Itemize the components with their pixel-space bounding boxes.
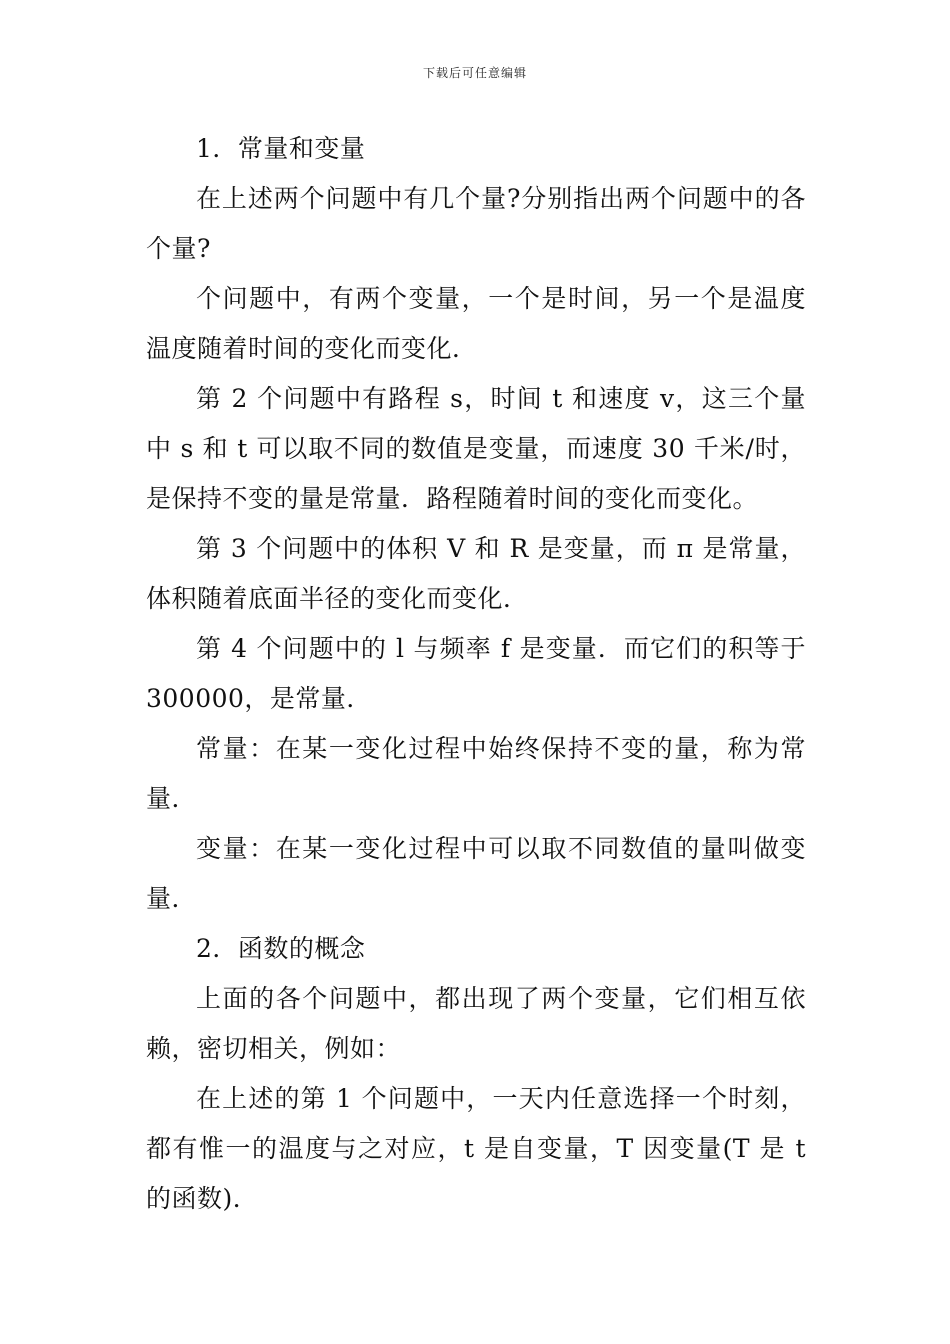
section-heading-function-concept: 2．函数的概念: [196, 934, 366, 963]
paragraph-problem-3: 第 3 个问题中的体积 V 和 R 是变量，而 π 是常量，体积随着底面半径的变化而变化．: [146, 534, 806, 613]
paragraph-question: 在上述两个问题中有几个量?分别指出两个问题中的各个量?: [146, 184, 806, 263]
paragraph-dependency: 上面的各个问题中，都出现了两个变量，它们相互依赖，密切相关，例如：: [146, 984, 806, 1063]
paragraph-problem-4: 第 4 个问题中的 l 与频率 f 是变量．而它们的积等于 300000，是常量．: [146, 634, 806, 713]
paragraph-definition-variable: 变量：在某一变化过程中可以取不同数值的量叫做变量．: [146, 834, 806, 913]
document-body: [146, 124, 806, 1224]
section-heading-constants-variables: 1．常量和变量: [196, 134, 366, 163]
paragraph-definition-constant: 常量：在某一变化过程中始终保持不变的量，称为常量．: [146, 734, 806, 813]
paragraph-example-1: 在上述的第 1 个问题中，一天内任意选择一个时刻，都有惟一的温度与之对应，t 是自变量，T 因变量(T 是 t 的函数)．: [146, 1084, 806, 1213]
page-header: 下载后可任意编辑: [422, 66, 527, 80]
paragraph-problem-1: 个问题中，有两个变量，一个是时间，另一个是温度温度随着时间的变化而变化．: [146, 284, 806, 363]
paragraph-problem-2: 第 2 个问题中有路程 s，时间 t 和速度 v，这三个量中 s 和 t 可以取不同的数值是变量，而速度 30 千米/时，是保持不变的量是常量．路程随着时间的变化而变化。: [146, 384, 806, 513]
